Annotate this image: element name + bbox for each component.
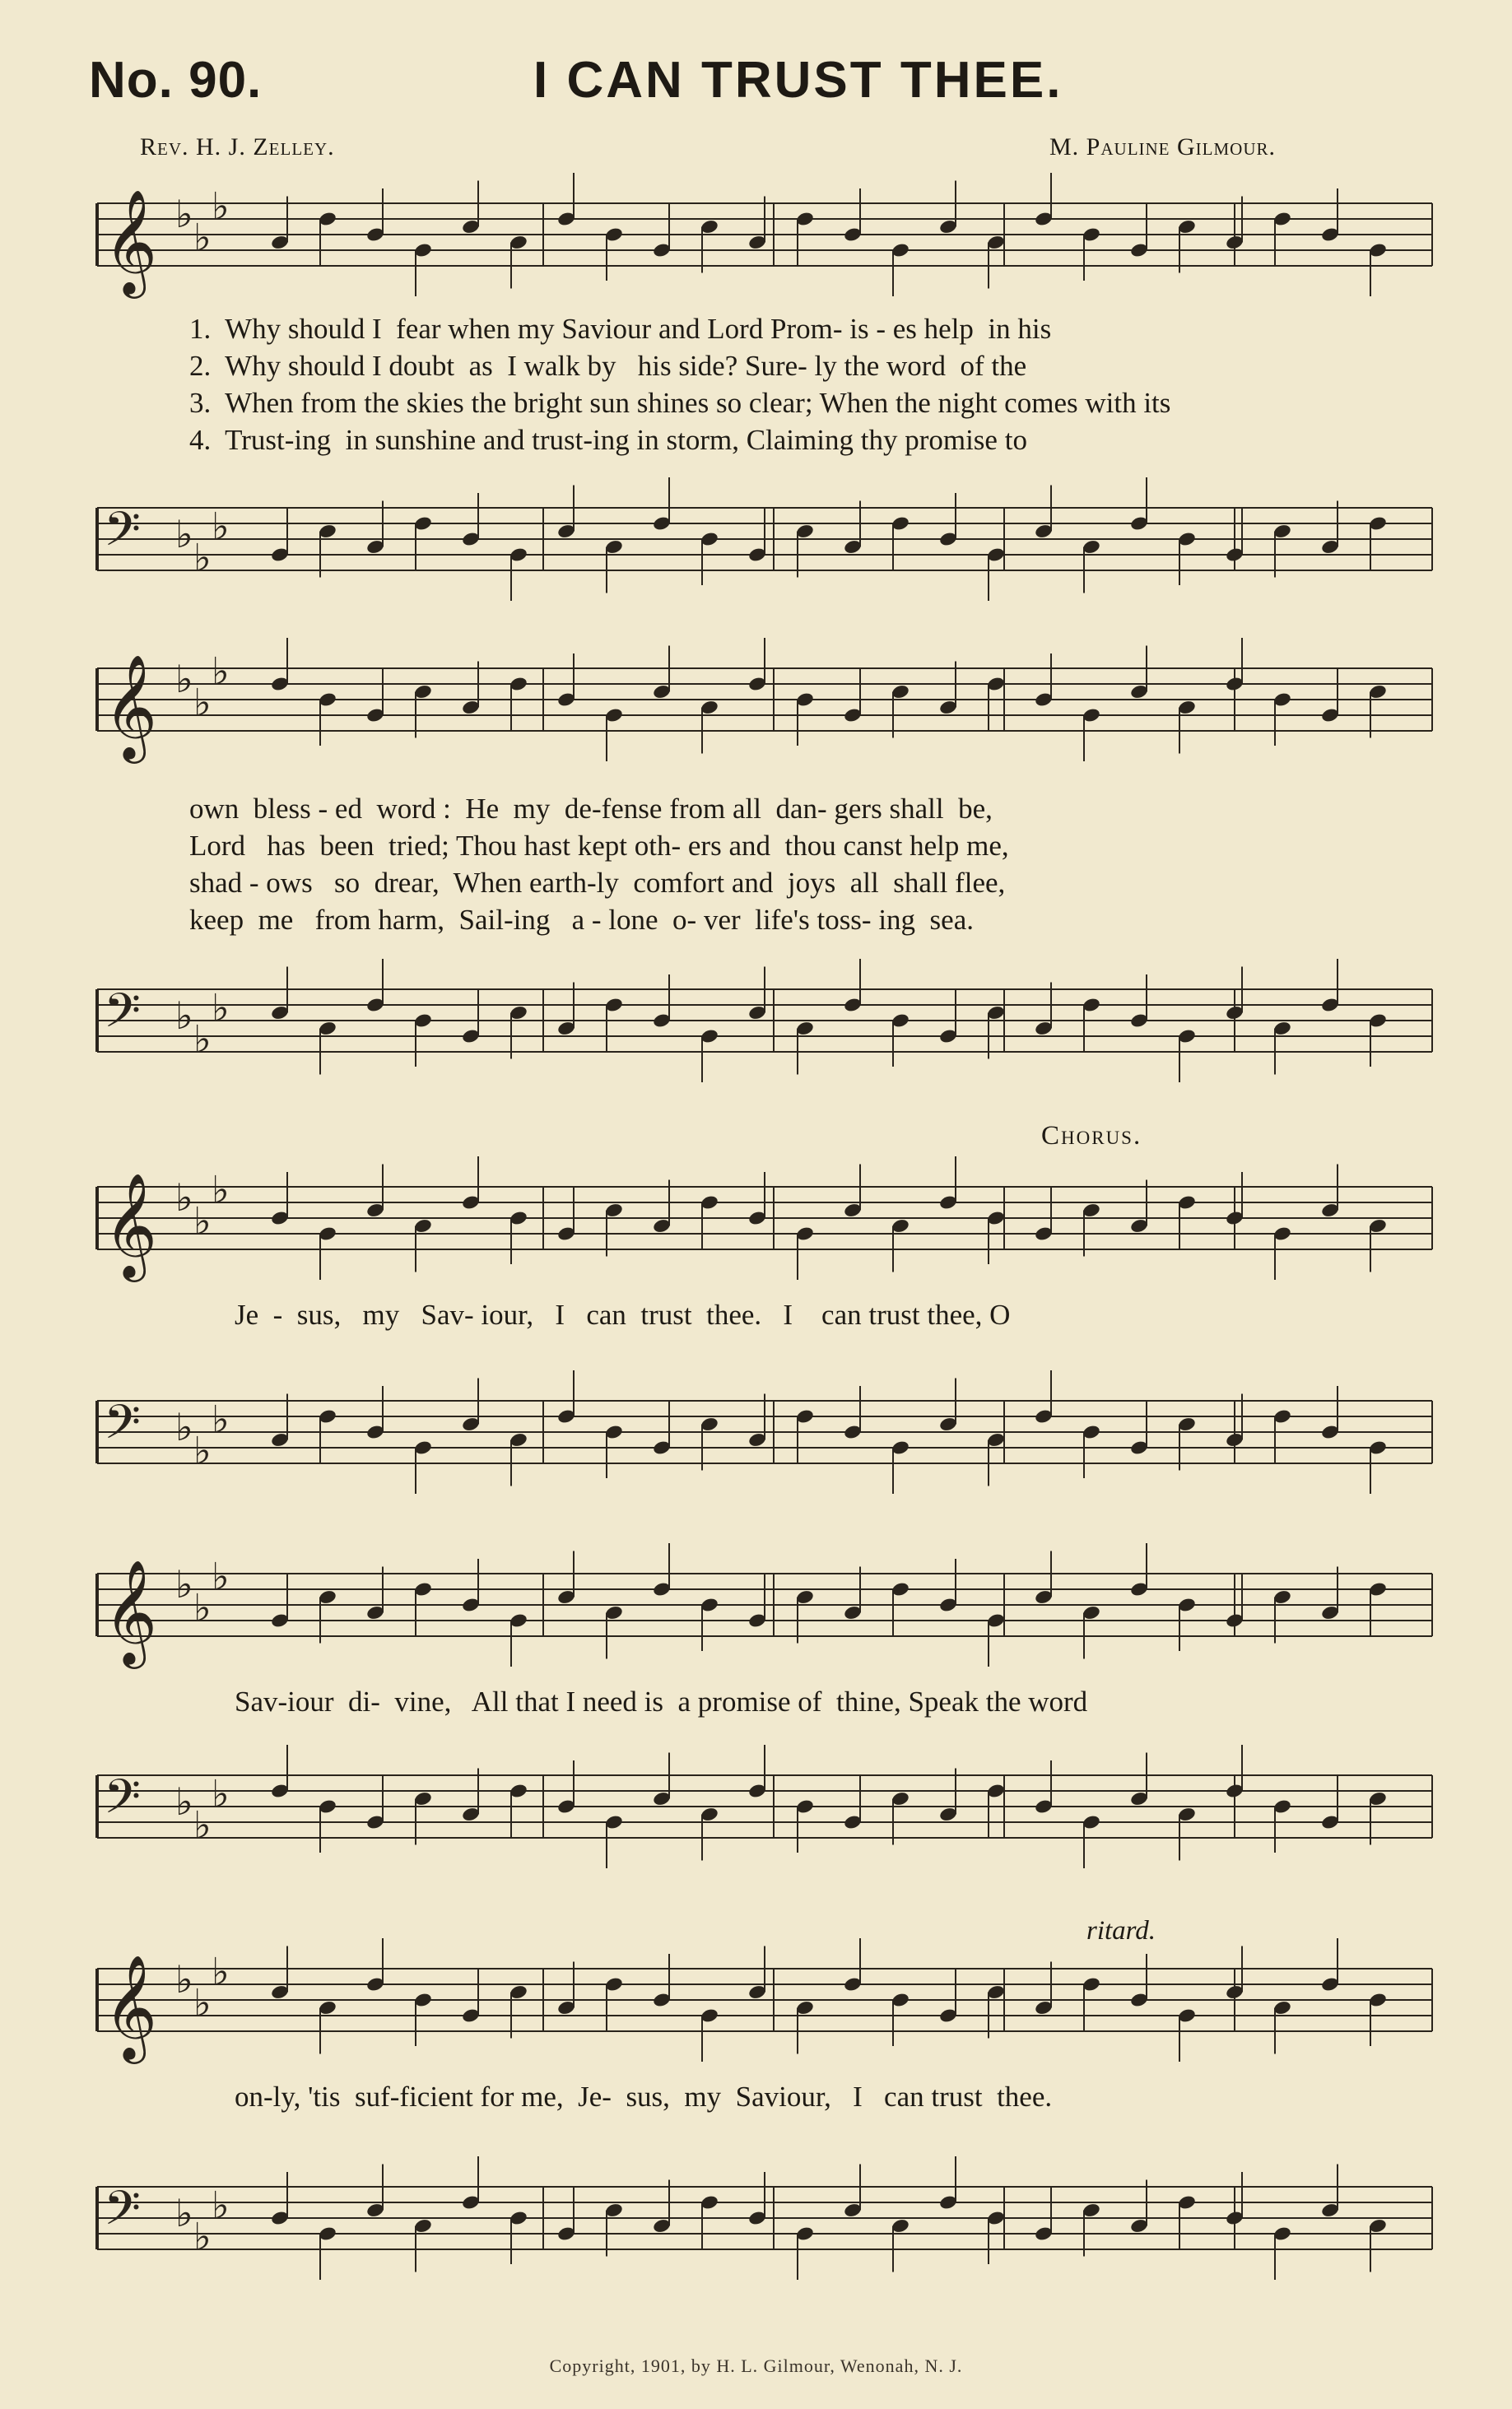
treble-staff: [82, 185, 1440, 292]
svg-text:𝄞: 𝄞: [104, 188, 158, 294]
svg-text:♭: ♭: [212, 184, 230, 229]
svg-text:♭: ♭: [212, 649, 230, 694]
bass-staff: [82, 1757, 1440, 1864]
svg-text:𝄞: 𝄞: [104, 1559, 158, 1664]
bass-staff: [82, 971, 1440, 1078]
treble-staff: [82, 1169, 1440, 1276]
svg-text:♭: ♭: [193, 1198, 212, 1244]
treble-staff: [82, 650, 1440, 757]
svg-text:♭: ♭: [175, 512, 193, 556]
svg-text:♭: ♭: [193, 215, 212, 260]
lyric-verse-4: keep me from harm, Sail-ing a - lone o- ver life's toss- ing sea.: [189, 904, 974, 936]
svg-text:♭: ♭: [212, 1167, 230, 1212]
hymn-number: No. 90.: [89, 52, 263, 109]
svg-text:♭: ♭: [175, 1779, 193, 1824]
bass-staff: [82, 1383, 1440, 1490]
treble-staff: [82, 1951, 1440, 2058]
svg-text:♭: ♭: [193, 1428, 212, 1473]
music-system-1: [82, 185, 1440, 597]
svg-text:𝄢: 𝄢: [104, 1769, 142, 1836]
svg-text:♭: ♭: [193, 1980, 212, 2025]
svg-text:♭: ♭: [212, 985, 230, 1030]
svg-text:♭: ♭: [175, 1562, 193, 1607]
music-system-3: [82, 1169, 1440, 1498]
bass-staff: [82, 490, 1440, 597]
svg-text:𝄢: 𝄢: [104, 983, 142, 1050]
svg-text:𝄞: 𝄞: [104, 653, 158, 759]
composer-credit: M. Pauline Gilmour.: [1049, 133, 1277, 160]
svg-text:♭: ♭: [175, 2191, 193, 2235]
bass-staff: [82, 2169, 1440, 2276]
svg-text:♭: ♭: [212, 2183, 230, 2228]
copyright-notice: Copyright, 1901, by H. L. Gilmour, Wenonah, N. J.: [549, 2356, 963, 2376]
lyric-chorus: Sav-iour di- vine, All that I need is a promise of thine, Speak the word: [235, 1686, 1088, 1718]
svg-text:♭: ♭: [175, 657, 193, 701]
treble-staff: [82, 1556, 1440, 1663]
svg-text:♭: ♭: [212, 1949, 230, 1994]
music-system-4: [82, 1556, 1440, 1885]
svg-text:♭: ♭: [175, 993, 193, 1038]
svg-text:♭: ♭: [193, 2214, 212, 2259]
lyric-verse-2: Lord has been tried; Thou hast kept oth- ers and thou canst help me,: [189, 830, 1009, 862]
lyric-verse-2: 2. Why should I doubt as I walk by his side? Sure- ly the word of the: [189, 350, 1027, 382]
svg-text:♭: ♭: [175, 1405, 193, 1449]
svg-text:𝄞: 𝄞: [104, 1954, 158, 2059]
svg-text:♭: ♭: [193, 1585, 212, 1630]
lyric-verse-1: own bless - ed word : He my de-fense from all dan- gers shall be,: [189, 793, 993, 825]
svg-text:♭: ♭: [175, 1957, 193, 2002]
svg-text:𝄞: 𝄞: [104, 1172, 158, 1277]
svg-text:𝄢: 𝄢: [104, 2180, 142, 2248]
hymn-header: [89, 51, 1439, 117]
svg-text:♭: ♭: [212, 1771, 230, 1816]
chorus-label: Chorus.: [1041, 1121, 1142, 1151]
lyric-verse-4: 4. Trust-ing in sunshine and trust-ing in storm, Claiming thy promise to: [189, 424, 1027, 456]
lyric-verse-1: 1. Why should I fear when my Saviour and Lord Prom- is - es help in his: [189, 313, 1052, 345]
music-system-5: [82, 1951, 1440, 2296]
hymn-title: I CAN TRUST THEE.: [533, 52, 1063, 109]
svg-text:♭: ♭: [212, 504, 230, 549]
lyric-chorus: Je - sus, my Sav- iour, I can trust thee. I can trust thee, O: [235, 1299, 1011, 1331]
lyric-verse-3: 3. When from the skies the bright sun shines so clear; When the night comes with its: [189, 387, 1171, 419]
svg-text:♭: ♭: [212, 1397, 230, 1442]
svg-text:♭: ♭: [212, 1554, 230, 1599]
svg-text:♭: ♭: [193, 680, 212, 725]
lyric-chorus: on-ly, 'tis suf-ficient for me, Je- sus, my Saviour, I can trust thee.: [235, 2081, 1053, 2113]
lyricist-credit: Rev. H. J. Zelley.: [140, 133, 335, 160]
svg-text:♭: ♭: [175, 1175, 193, 1220]
music-system-2: [82, 650, 1440, 1078]
svg-text:♭: ♭: [175, 192, 193, 236]
svg-text:♭: ♭: [193, 1016, 212, 1062]
svg-text:𝄢: 𝄢: [104, 1394, 142, 1462]
lyric-verse-3: shad - ows so drear, When earth-ly comfort and joys all shall flee,: [189, 867, 1006, 899]
svg-text:𝄢: 𝄢: [104, 501, 142, 569]
ritard-label: ritard.: [1086, 1916, 1156, 1946]
svg-text:♭: ♭: [193, 1802, 212, 1848]
svg-text:♭: ♭: [193, 535, 212, 580]
